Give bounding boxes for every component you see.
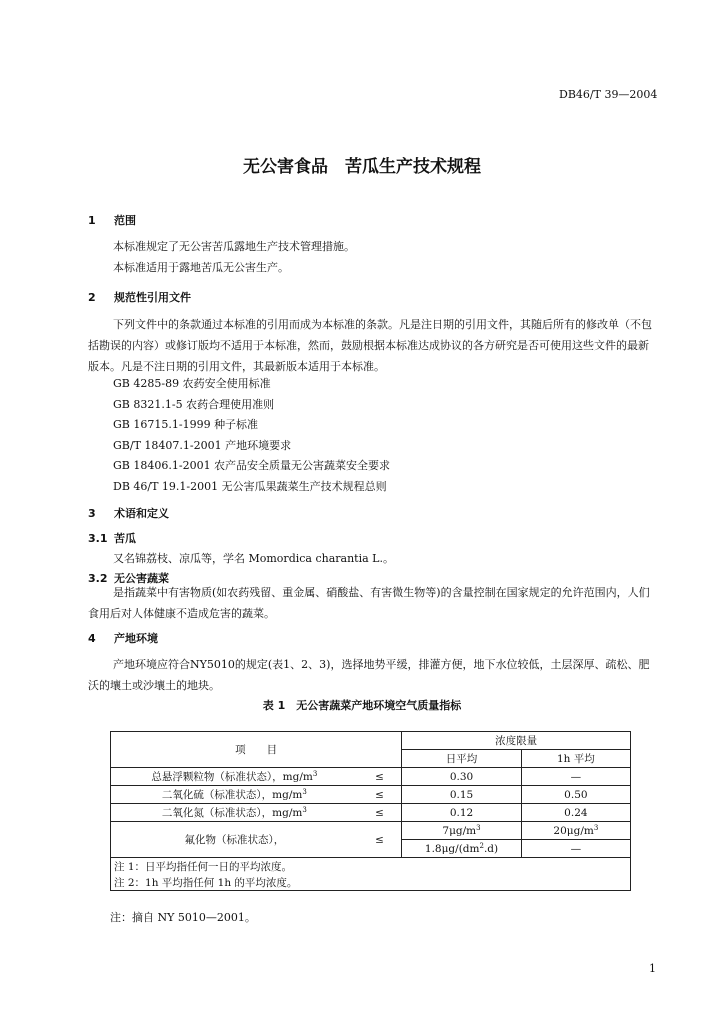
page-number: 1 xyxy=(649,962,656,975)
row-hourly-value: — xyxy=(521,840,630,858)
section-number: 4 xyxy=(88,632,96,645)
section-number: 3 xyxy=(88,507,96,520)
table-header-row xyxy=(111,732,631,750)
header-item: 项 目 xyxy=(111,732,402,768)
section-number: 1 xyxy=(88,214,96,227)
definition-term: 无公害蔬菜 xyxy=(114,572,169,585)
row-item-name: 总悬浮颗粒物（标准状态），$mg/m^3$ xyxy=(111,768,358,786)
standard-number: DB46/T 39—2004 xyxy=(559,88,658,101)
row-daily-value: $1.8\mu g/(dm^2.d)$ xyxy=(402,840,521,858)
row-item-name: 氟化物（标准状态）， xyxy=(111,822,358,858)
table-note-row xyxy=(111,858,631,875)
table-caption: 表 1 无公害蔬菜产地环境空气质量指标 xyxy=(262,699,462,712)
section-4-heading xyxy=(88,630,158,646)
section-2-paragraph: 下列文件中的条款通过本标准的引用而成为本标准的条款。凡是注日期的引用文件，其随后所有的修改单（不包括勘误的内容）或修订版均不适用于本标准，然而，鼓励根据本标准达成协议的各方研究是否可使用这些文件的最新版本。凡是不注日期的引用文件，其最新版本适用于本标准。 xyxy=(88,318,652,373)
table-row xyxy=(111,786,631,804)
section-title: 规范性引用文件 xyxy=(114,291,191,304)
table-row xyxy=(111,804,631,822)
reference-item: GB/T 18407.1-2001 产地环境要求 xyxy=(113,439,292,452)
table-note-row xyxy=(111,874,631,891)
reference-item: DB 46/T 19.1-2001 无公害瓜果蔬菜生产技术规程总则 xyxy=(113,480,387,493)
definition-term: 苦瓜 xyxy=(114,532,136,545)
header-hourly: 1h 平均 xyxy=(521,750,630,768)
row-hourly-value: $20\mu g/m^3$ xyxy=(521,822,630,840)
row-hourly-value: — xyxy=(521,768,630,786)
section-title: 术语和定义 xyxy=(114,507,169,520)
reference-item: GB 18406.1-2001 农产品安全质量无公害蔬菜安全要求 xyxy=(113,459,391,472)
definition-3-2-text: 是指蔬菜中有害物质(如农药残留、重金属、硝酸盐、有害微生物等)的含量控制在国家规定的允许范围内，人们食用后对人体健康不造成危害的蔬菜。 xyxy=(88,586,650,620)
row-daily-value: 0.12 xyxy=(402,804,521,822)
table-note: 注 2：1h 平均指任何 1h 的平均浓度。 xyxy=(111,874,631,891)
header-daily: 日平均 xyxy=(402,750,521,768)
row-hourly-value: 0.50 xyxy=(521,786,630,804)
row-item-name: 二氧化氮（标准状态），$mg/m^3$ xyxy=(111,804,358,822)
row-symbol: ≤ xyxy=(358,786,402,804)
section-3-heading xyxy=(88,505,169,521)
section-1-para-1: 本标准规定了无公害苦瓜露地生产技术管理措施。 xyxy=(113,240,355,253)
row-symbol: ≤ xyxy=(358,822,402,858)
section-2-heading xyxy=(88,289,191,305)
definition-number: 3.1 xyxy=(88,532,108,545)
row-item-name: 二氧化硫（标准状态），$mg/m^3$ xyxy=(111,786,358,804)
section-1-heading xyxy=(88,212,136,228)
row-daily-value: 0.15 xyxy=(402,786,521,804)
definition-3-1-heading xyxy=(88,530,136,546)
air-quality-table xyxy=(110,731,631,891)
section-title: 产地环境 xyxy=(114,632,158,645)
section-4-paragraph: 产地环境应符合NY5010的规定(表1、2、3)，选择地势平缓，排灌方便，地下水位较低，土层深厚、疏松、肥沃的壤土或沙壤土的地块。 xyxy=(88,658,650,692)
reference-item: GB 8321.1-5 农药合理使用准则 xyxy=(113,398,275,411)
row-hourly-value: 0.24 xyxy=(521,804,630,822)
section-title: 范围 xyxy=(114,214,136,227)
row-symbol: ≤ xyxy=(358,804,402,822)
document-title: 无公害食品 苦瓜生产技术规程 xyxy=(243,157,481,177)
table-note: 注 1：日平均指任何一日的平均浓度。 xyxy=(111,858,631,875)
table-source-note: 注：摘自 NY 5010—2001。 xyxy=(110,911,256,924)
row-symbol: ≤ xyxy=(358,768,402,786)
table-row xyxy=(111,822,631,840)
reference-item: GB 16715.1-1999 种子标准 xyxy=(113,418,259,431)
row-daily-value: $7\mu g/m^3$ xyxy=(402,822,521,840)
section-number: 2 xyxy=(88,291,96,304)
definition-number: 3.2 xyxy=(88,572,108,585)
definition-3-1-text: 又名锦荔枝、凉瓜等，学名 Momordica charantia L.。 xyxy=(113,552,394,565)
section-1-para-2: 本标准适用于露地苦瓜无公害生产。 xyxy=(113,261,289,274)
table-row xyxy=(111,768,631,786)
reference-item: GB 4285-89 农药安全使用标准 xyxy=(113,377,271,390)
header-limit: 浓度限量 xyxy=(402,732,631,750)
row-daily-value: 0.30 xyxy=(402,768,521,786)
